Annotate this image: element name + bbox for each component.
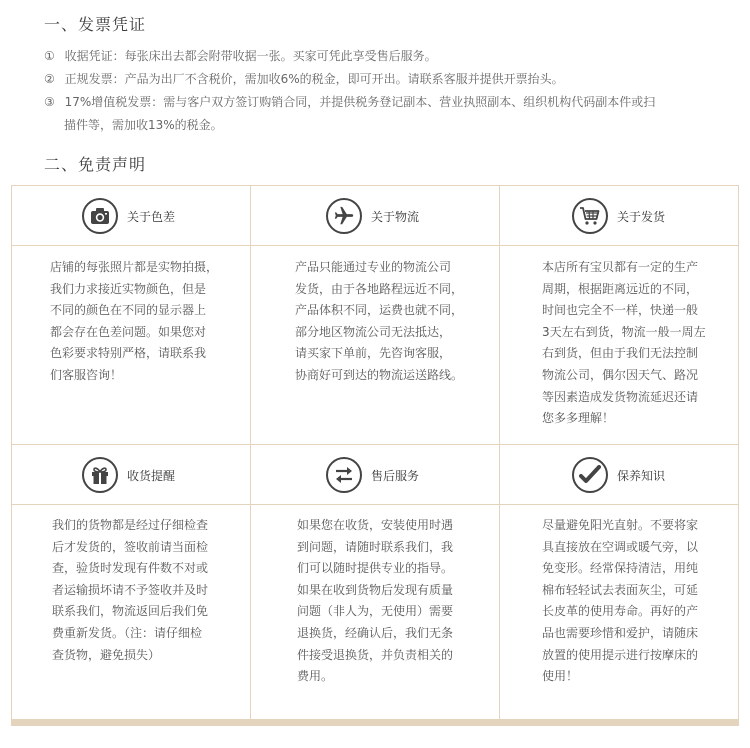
text-line: 如果您在收货，安装使用时遇 bbox=[297, 518, 454, 532]
text-line: 联系我们，物流返回后我们免 bbox=[52, 604, 209, 619]
cell-header bbox=[326, 457, 419, 493]
disclaimer-section-title: 二、免责声明 bbox=[44, 155, 147, 174]
cell-header bbox=[326, 198, 419, 234]
cell-header bbox=[82, 198, 175, 234]
text-line: 们可以随时提供专业的指导。 bbox=[297, 561, 454, 576]
text-line: 店铺的每张照片都是实物拍摄， bbox=[50, 260, 219, 274]
text-line: 查，验货时发现有件数不对或 bbox=[52, 561, 209, 576]
invoice-item-2 bbox=[44, 70, 564, 87]
cell-text bbox=[542, 257, 714, 430]
text-line: 到问题，请随时联系我们，我 bbox=[297, 539, 454, 554]
text-line: 发货，由于各地路程远近不同， bbox=[295, 281, 464, 296]
text-line: 者运输损坏请不予签收并及时 bbox=[52, 582, 209, 597]
cell-text bbox=[542, 515, 714, 688]
cell-header bbox=[82, 457, 175, 493]
item-marker: ② bbox=[44, 72, 55, 86]
disclaimer-cell-receiving bbox=[12, 445, 250, 719]
text-line: 您多多理解！ bbox=[542, 411, 615, 426]
grid-bottom-border bbox=[11, 720, 739, 726]
item-text: 收据凭证：每张床出去都会附带收据一张。买家可凭此享受售后服务。 bbox=[64, 49, 437, 63]
item-marker: ③ bbox=[44, 95, 55, 109]
text-line: 周期，根据距离远近的不同， bbox=[542, 281, 699, 296]
disclaimer-cell-shipping bbox=[500, 186, 738, 444]
gift-icon bbox=[82, 457, 118, 493]
text-line: 具直接放在空调或暖气旁，以 bbox=[542, 539, 699, 554]
text-line: 后才发货的，签收前请当面检 bbox=[52, 539, 209, 554]
text-line: 物流公司，偶尔因天气、路况 bbox=[542, 367, 699, 382]
shopping-cart-icon bbox=[572, 198, 608, 234]
cell-title: 关于物流 bbox=[371, 209, 420, 224]
text-line: 使用！ bbox=[542, 669, 579, 684]
item-text: 17%增值税发票：需与客户双方签订购销合同，并提供税务登记副本、营业执照副本、组织机构代码副本件或扫 bbox=[64, 95, 656, 109]
text-line: 品也需要珍惜和爱护，请随床 bbox=[542, 625, 699, 640]
text-line: 棉布轻轻试去表面灰尘，可延 bbox=[542, 582, 699, 597]
camera-icon bbox=[82, 198, 118, 234]
text-line: 费重新发货。（注：请仔细检 bbox=[52, 625, 203, 640]
text-line: 协商好可到达的物流运送路线。 bbox=[295, 367, 464, 382]
disclaimer-cell-after-sales bbox=[251, 445, 499, 719]
text-line: 部分地区物流公司无法抵达， bbox=[295, 324, 452, 339]
text-line: 长皮革的使用寿命。再好的产 bbox=[542, 604, 699, 619]
text-line: 等因素造成发货物流延迟还请 bbox=[542, 389, 699, 404]
item-marker: ① bbox=[44, 49, 55, 63]
text-line: 免变形。经常保持清洁，用纯 bbox=[542, 561, 699, 576]
disclaimer-cell-maintenance bbox=[500, 445, 738, 719]
invoice-item-3-continued bbox=[64, 116, 223, 133]
text-line: 都会存在色差问题。如果您对 bbox=[50, 324, 207, 339]
invoice-item-3 bbox=[44, 93, 655, 110]
text-line: 产品体积不同，运费也就不同， bbox=[295, 303, 464, 318]
text-line: 色彩要求特别严格，请联系我 bbox=[50, 346, 207, 361]
cell-text bbox=[50, 257, 222, 387]
text-line: 问题（非人为，无使用）需要 bbox=[297, 604, 454, 619]
text-line: 我们力求接近实物颜色，但是 bbox=[50, 281, 207, 296]
text-line: 们客服咨询！ bbox=[50, 367, 123, 382]
cell-title: 收货提醒 bbox=[127, 468, 176, 483]
exchange-arrows-icon bbox=[326, 457, 362, 493]
checkmark-icon bbox=[572, 457, 608, 493]
text-line: 查货物，避免损失） bbox=[52, 647, 161, 662]
cell-title: 售后服务 bbox=[371, 468, 420, 483]
cell-header bbox=[572, 457, 665, 493]
text-line: 件接受退换货，并负责相关的 bbox=[297, 647, 454, 662]
text-line: 右到货，但由于我们无法控制 bbox=[542, 346, 699, 361]
text-line: 费用。 bbox=[297, 669, 334, 684]
airplane-icon bbox=[326, 198, 362, 234]
text-line: 如果在收到货物后发现有质量 bbox=[297, 582, 454, 597]
text-line: 退换货，经确认后，我们无条 bbox=[297, 625, 454, 640]
item-text: 正规发票：产品为出厂不含税价，需加收6%的税金，即可开出。请联系客服并提供开票抬头。 bbox=[64, 72, 564, 86]
text-line: 我们的货物都是经过仔细检查 bbox=[52, 518, 209, 532]
invoice-section-title: 一、发票凭证 bbox=[44, 15, 147, 34]
text-line: 产品只能通过专业的物流公司 bbox=[295, 260, 452, 274]
text-line: 本店所有宝贝都有一定的生产 bbox=[542, 260, 699, 274]
cell-text bbox=[52, 515, 224, 666]
invoice-item-1 bbox=[44, 47, 437, 64]
cell-title: 保养知识 bbox=[617, 468, 666, 483]
disclaimer-grid bbox=[11, 185, 739, 720]
cell-text bbox=[295, 257, 467, 387]
text-line: 不同的颜色在不同的显示器上 bbox=[50, 303, 207, 318]
disclaimer-cell-color bbox=[12, 186, 250, 444]
cell-title: 关于色差 bbox=[127, 209, 176, 224]
disclaimer-cell-logistics bbox=[251, 186, 499, 444]
cell-header bbox=[572, 198, 665, 234]
cell-text bbox=[297, 515, 469, 688]
text-line: 时间也完全不一样，快递一般 bbox=[542, 303, 699, 318]
cell-title: 关于发货 bbox=[617, 209, 666, 224]
text-line: 尽量避免阳光直射。不要将家 bbox=[542, 518, 699, 532]
text-line: 请买家下单前，先咨询客服， bbox=[295, 346, 452, 361]
text-line: 放置的使用提示进行按摩床的 bbox=[542, 647, 699, 662]
text-line: 3天左右到货，物流一般一周左 bbox=[542, 324, 706, 339]
item-text: 描件等，需加收13%的税金。 bbox=[64, 118, 223, 132]
